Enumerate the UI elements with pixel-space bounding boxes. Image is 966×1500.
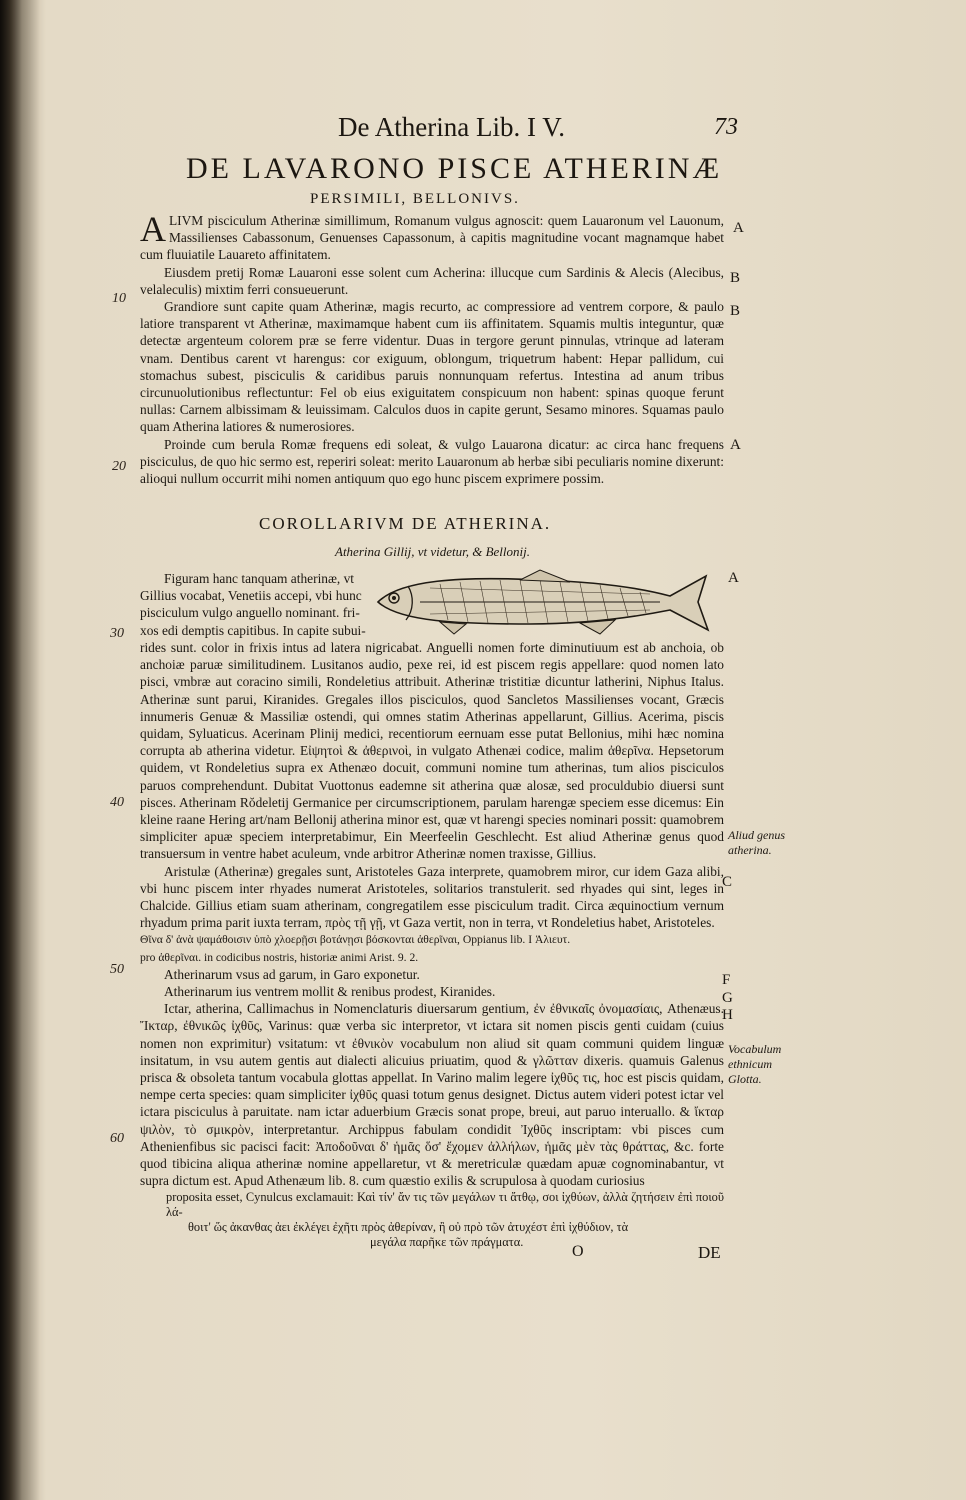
line-number: 10 xyxy=(112,291,126,306)
paragraph-text: LIVM pisciculum Atherinæ simillimum, Romanum vulgus agnoscit: quem Lauaronum vel Lauonum, Massilienses Cabassonum, Genuenses Capassonum, à capitis magnitudine vocant magnamque habet cum fluuiatile Lauareto affinitatem. xyxy=(140,213,724,263)
paragraph: Atherinarum vsus ad garum, in Garo exponetur. xyxy=(164,966,420,982)
margin-letter: B xyxy=(730,303,741,319)
side-note: Aliud genus atherina. xyxy=(728,828,785,857)
line-number: 30 xyxy=(110,626,124,641)
margin-letter: A xyxy=(728,570,739,586)
wrap-line: xos edi demptis capitibus. In capite subui- xyxy=(140,622,366,638)
section1-body xyxy=(140,209,724,487)
line-number: 60 xyxy=(110,1131,124,1146)
running-title: De Atherina Lib. I V. xyxy=(338,112,565,142)
tail-line: proposita esset, Cynulcus exclamauit: Καὶ τίν' ἄν τις τῶν μεγάλων τι ἄτθῳ, σοι ἰχθύων, ἀλλὰ ζητήσειν ἐπὶ ποιοῦ λά- xyxy=(166,1189,724,1219)
margin-letter: A xyxy=(730,437,741,453)
paragraph: rides sunt. color in frixis intus ad latera nigricabat. Anguelli nomen forte diminutiuum est ab anchoia, ob anchoiæ paruæ similitudinem. Lusitanos audio, pexe rei, id est piscem regis appellare: quod nomen lato pisci, vmbræ aut coracino simili, Rondeletius attribuit. Atherinæ tristitiæ dicuntur latherini, Niphus Italus. Atherinæ sunt parui, Kiranides. Gregales illos pisciculos, quod Sancletos Massilienses vocant, Græcis innumeris Genuæ & Massiliæ ostendi, qui omnes statim Atherinas appellarunt, Gillius. Acerima, piscis quidam, Syluaticus. Acerinam Plinij medici, recentiorum eernuam esse putat Bellonius, mihi hæc nomina corrupta ab atherina videtur. Eἰψητοὶ & ἀθερινοὶ, in vulgato Athenæi codice, malim ἀθερῖνα. Hepsetorum quidem, vt Rondeletius supra ex Athenæo docuit, communi nomine tum atherinas, tum alios pisciculos paruos comprehendunt. Dubitat Vuottonus eademne sit atherina quæ alosæ, sed proculdubio diuersi sunt pisces. Atherinam Rŏdeletij Germanice per circumscriptionem, parulam harengæ speciem esse dicemus: Ein kleine raane Hering art/nam Bellonij atherina minor est, quæ vt harengi species nominari possit: quamobrem simpliciter apuæ speciem interpretabimur, Ein Meerfeelin Geschlecht. Est aliud Atherinæ genus quod transuersum in ventre habet aculeum, vnde arbitror Atherinæ nomen traxisse, Gillius. xyxy=(140,640,724,862)
page-number: 73 xyxy=(714,114,738,140)
margin-letter: F xyxy=(722,972,731,988)
corollary-title: COROLLARIVM DE ATHERINA. xyxy=(259,514,552,533)
figure-caption: Atherina Gillij, vt videtur, & Bellonij. xyxy=(335,544,530,559)
side-note: Vocabulum ethnicum Glotta. xyxy=(728,1042,782,1086)
margin-letter: B xyxy=(730,270,741,286)
line-number: 40 xyxy=(110,795,124,810)
wrap-line: pisciculum vulgo anguello nominant. fri- xyxy=(140,605,360,621)
greek-quote: Θῖνα δ' ἀνὰ ψαμάθοισιν ὑπὸ χλοερῇσι βοτάνῃσι βόσκονται ἀθερῖναι, Oppianus lib. I Ἁλιευτ. xyxy=(140,933,571,947)
figure-wrap-text xyxy=(140,570,372,639)
section-subtitle: PERSIMILI, BELLONIVS. xyxy=(310,191,520,207)
wrap-line: Gillius vocabat, Venetiis accepi, vbi hunc xyxy=(140,588,362,604)
paragraph xyxy=(140,209,724,264)
tail-line: θοιτ' ὥς ἀκανθας ἀει ἐκλέγει ἐχῆτι πρὸς ἀθερίναν, ἢ οὐ πρὸ τῶν ἀτυχέστ ἐπὶ ἰχθύδιον, τὰ xyxy=(188,1219,629,1234)
margin-letter: A xyxy=(733,220,744,236)
drop-cap: A xyxy=(140,209,166,249)
section2-body xyxy=(140,639,724,1250)
fish-woodcut-icon xyxy=(370,566,715,638)
running-header xyxy=(338,112,738,148)
signature-mark: O xyxy=(572,1243,584,1260)
greek-quote: pro ἀθερῖναι. in codicibus nostris, historiæ animi Arist. 9. 2. xyxy=(140,950,419,964)
tail-line: μεγάλα παρῆκε τῶν πράγματα. xyxy=(370,1234,524,1249)
paragraph: Ictar, atherina, Callimachus in Nomenclaturis diuersarum gentium, ἐν ἐθνικαῖς ὀνομασίαις, Athenæus. Ἴκταρ, ἐθνικῶς ἰχθῦς, Varinus: quæ verba sic interpretor, vt ictara sit nomen piscis genti cuidam (cuius nomen non exprimitur) vsitatum: vt ἐθνικὸν vocabulum non aliud sit quam communi quidem linguæ insitatum, in vsu autem gentis aut dialecti alicuius priuatim, quod & γλῶτταν dixeris. quamuis Galenus prisca & obsoleta tantum vocabula glottas appellat. In Varino malim legere ἰχθῦς τις, hoc est piscis quidam, nempe certa species: quam simpliciter ἰχθῦς quasi totum genus designet. Dictus autem videri potest ictar vel ictara pisciculus à paruitate. nam ictar aduerbium Græcis sonat prope, breui, aut paruo interuallo. & ἴκταρ ψιλὸν, τὸ σμικρὸν, interpretantur. Archippus fabulam condidit Ἰχθῦς inscriptam: vbi pisces cum Athenienfibus sic pacisci facit: Ἀποδοῦναι δ' ἡμᾶς ὅσ' ἔχομεν ἀλλήλων, ἡμᾶς μὲν τὰς θράττας, &c. forte quod tibicina aliqua atherinæ nomine appellaretur, vt & meretriculæ quædam apuæ cognominabantur, vt supra dictum est. Apud Athenæum lib. 8. cum quæstio exilis & scrupulosa à quodam curiosius xyxy=(140,1001,724,1189)
paragraph: Aristulæ (Atherinæ) gregales sunt, Aristoteles Gaza interprete, quamobrem miror, cur idem Gaza alibi, vbi hunc piscem inter rhyades numerat Aristoteles, solitarios transtulerit. sed rhyades qui sint, leges in Chalcide. Gillius etiam suam atherinam, congregatilem esse pisciculum tradit. Circa æquinoctium vernum rhyadum prima parit iuxta terram, πρὸς τῇ γῇ, vt Gaza vertit, non in terra, vt Rondeletius habet, Aristoteles. xyxy=(140,863,724,931)
margin-letter: G xyxy=(722,990,733,1006)
margin-letter: C xyxy=(722,874,733,890)
margin-letter: H xyxy=(722,1007,733,1023)
paragraph: Grandiore sunt capite quam Atherinæ, magis recurto, ac compressiore ad ventrem corpore, & paulo latiore transparent vt Atherinæ, maximamque habent cum iis affinitatem. Squamis multis integuntur, quæ detectæ argenteum colorem præ se ferre videntur. Duas in tergore gerunt pinnulas, vtrinque ad lateram vnam. Dentibus carent vt harengus: cor exiguum, oblongum, triquetrum habent: Hepar pallidum, cui stomachus subest, pisciculis & caridibus paruis nonnunquam refertus. Intestina ad anum tribus circunuolutionibus reflectuntur: Fel ob eius exiguitatem conspicuum non habent: spinas quoque ferunt nullas: Carnem albissimam & leuissimam. Calculos duos in capite gerunt, Sesamo minores. Squamas paulo quam Atherina latiores & numerosiores. xyxy=(140,299,724,435)
paragraph: Eiusdem pretij Romæ Lauaroni esse solent cum Acherina: illucque cum Sardinis & Alecis (Alecibus, velaleculis) mixtim ferri consueuerunt. xyxy=(140,264,724,297)
paragraph: Atherinarum ius ventrem mollit & renibus prodest, Kiranides. xyxy=(164,984,496,1000)
wrap-line: Figuram hanc tanquam atherinæ, vt xyxy=(164,571,355,586)
line-number: 20 xyxy=(112,459,126,474)
line-number: 50 xyxy=(110,962,124,977)
section-title: DE LAVARONO PISCE ATHERINÆ xyxy=(186,152,723,185)
catchword: DE xyxy=(698,1243,721,1262)
gutter-shadow xyxy=(0,0,40,1500)
paragraph: Proinde cum berula Romæ frequens edi soleat, & vulgo Lauarona dicatur: ac circa hanc frequens pisciculus, de quo hic sermo est, reperiri soleat: merito Lauaronum ab herbæ sibi peculiaris nomine dixerunt: alioqui nullum occurrit mihi nomen antiquum quo ego hunc piscem exprimere possim. xyxy=(140,436,724,487)
